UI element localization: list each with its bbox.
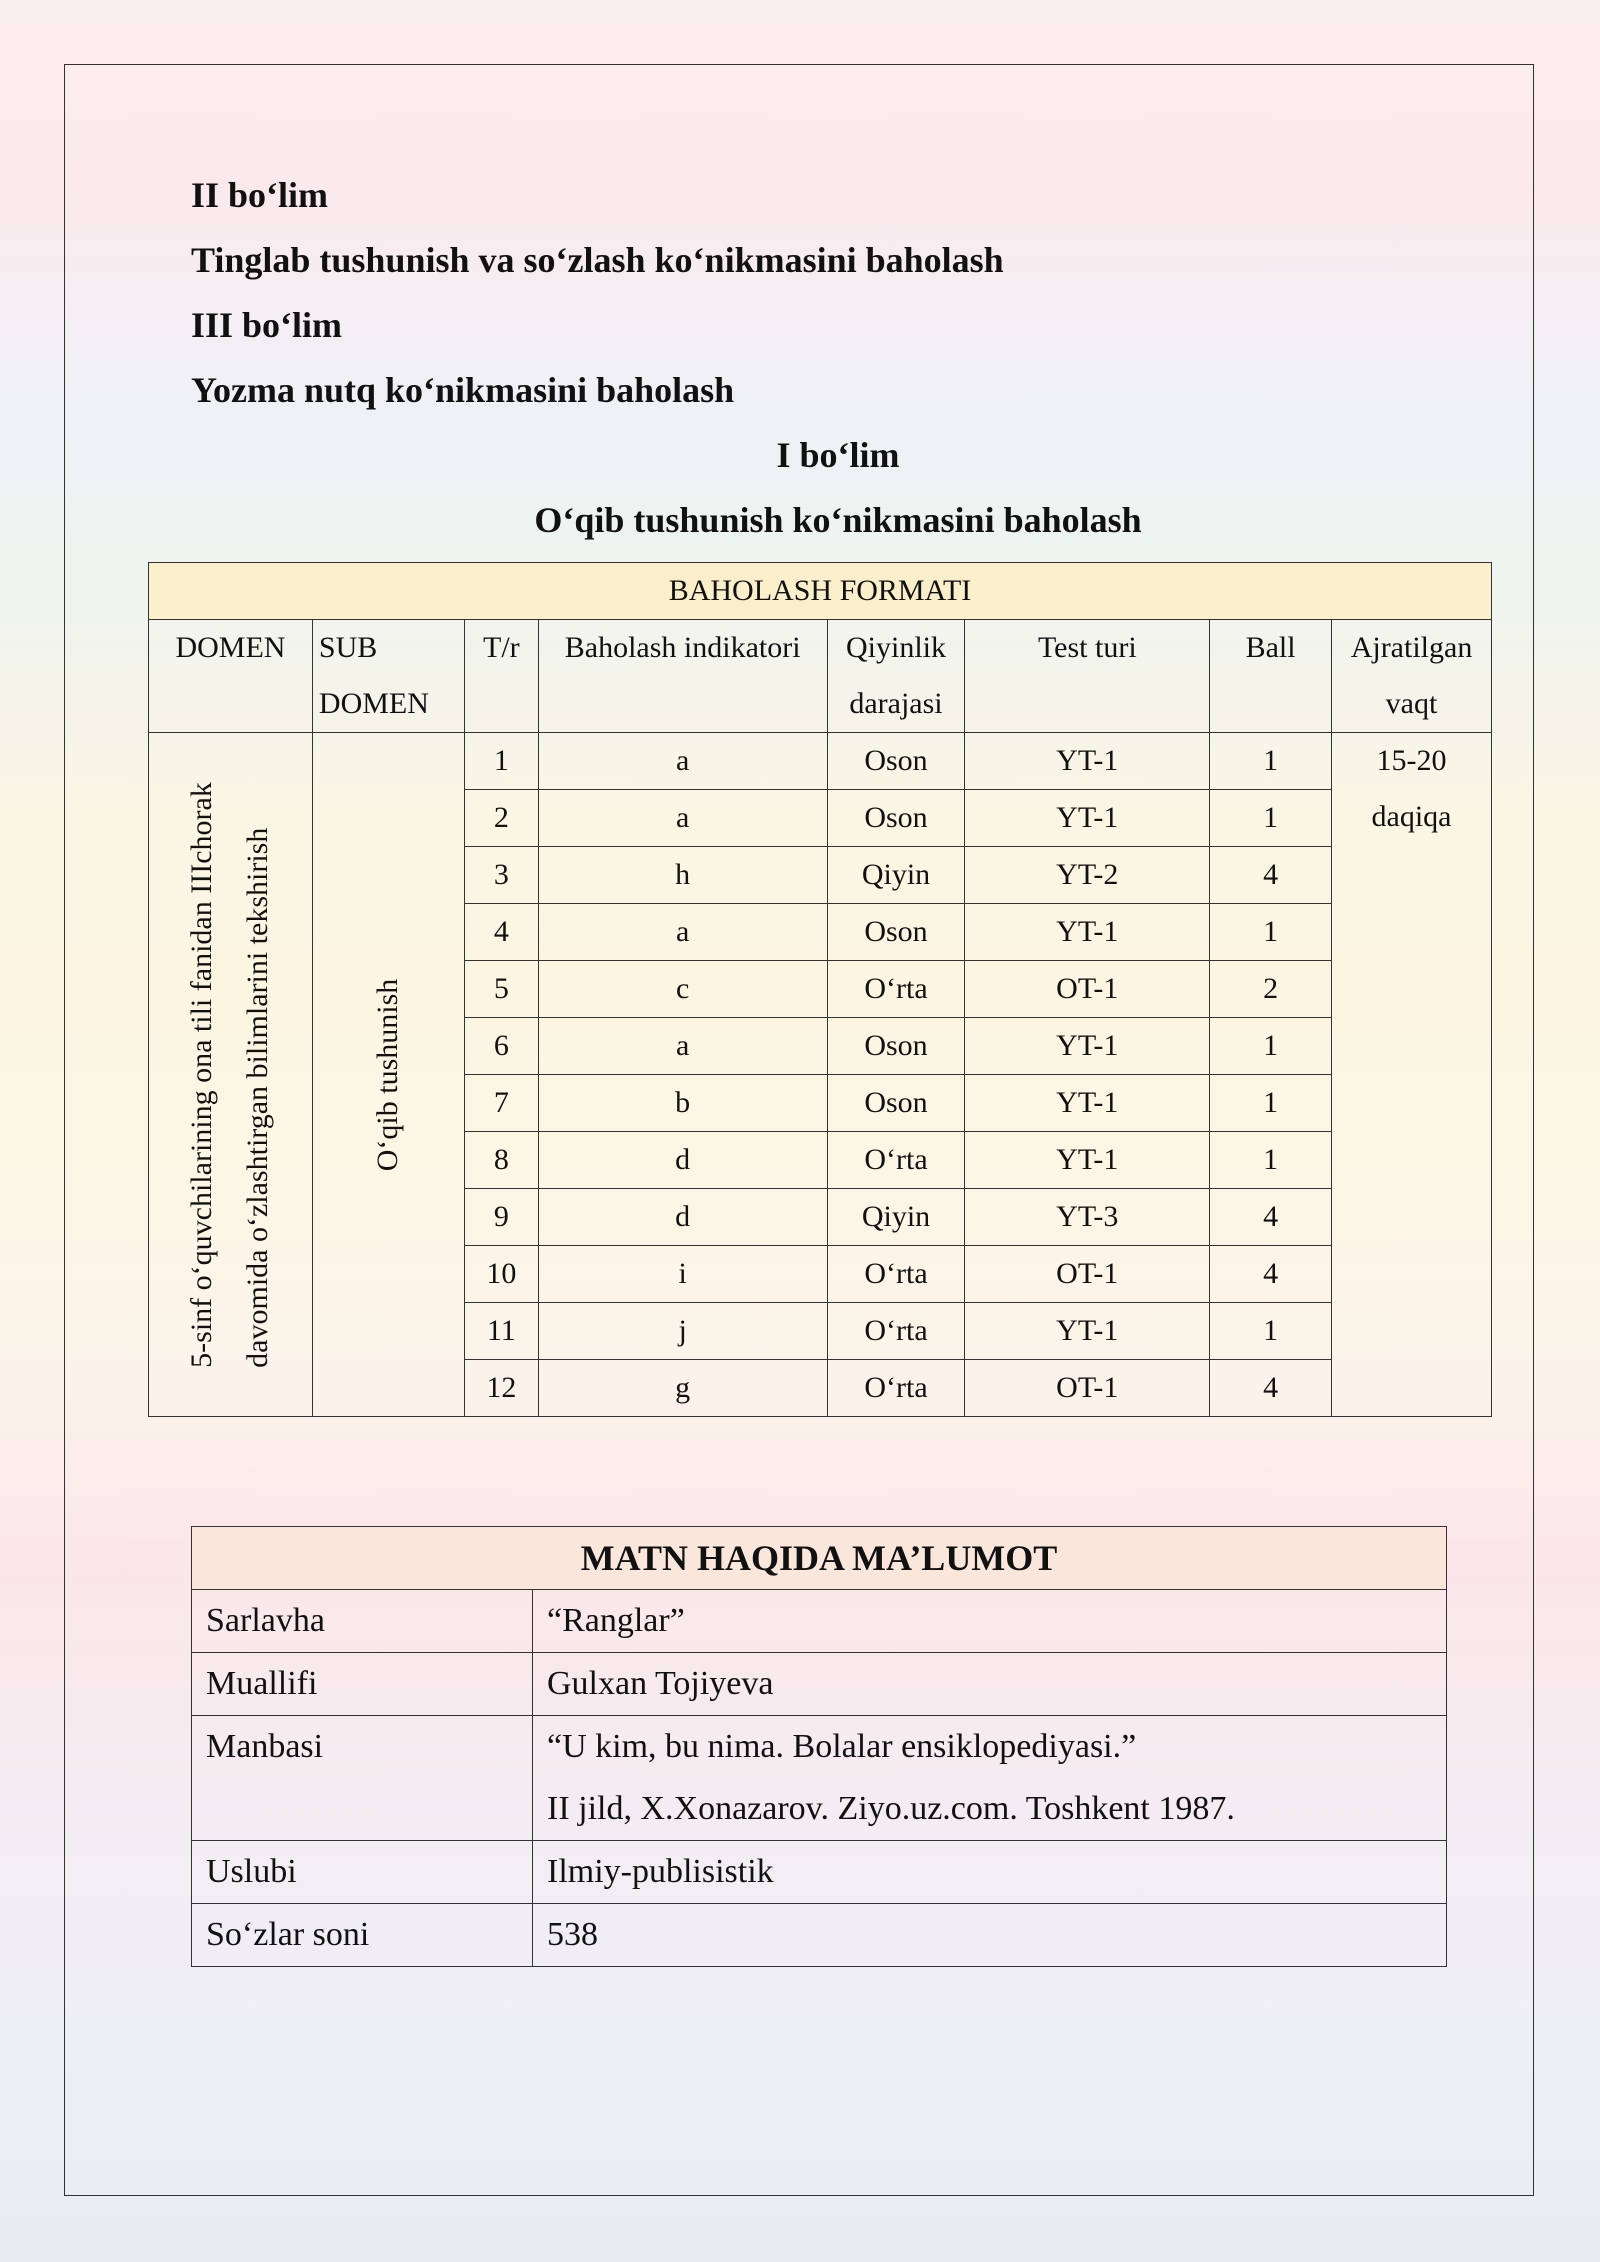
row-number: 1 (464, 733, 538, 790)
row-difficulty: O‘rta (827, 1303, 965, 1360)
info-row (192, 1841, 1447, 1904)
row-difficulty: Oson (827, 1075, 965, 1132)
heading-section-3: III bo‘lim (191, 305, 343, 345)
row-indicator: b (538, 1075, 827, 1132)
row-number: 12 (464, 1360, 538, 1417)
row-ball: 1 (1210, 1132, 1332, 1189)
heading-section-1: I bo‘lim (776, 435, 900, 475)
row-number: 8 (464, 1132, 538, 1189)
row-ball: 2 (1210, 961, 1332, 1018)
col-header-indicator: Baholash indikatori (538, 620, 827, 733)
format-header-row (149, 620, 1492, 733)
format-title: BAHOLASH FORMATI (149, 563, 1492, 620)
row-number: 3 (464, 847, 538, 904)
row-test-type: YT-1 (965, 1075, 1210, 1132)
row-indicator: a (538, 1018, 827, 1075)
assessment-format-table (148, 562, 1492, 1417)
row-ball: 1 (1210, 733, 1332, 790)
info-value: 538 (533, 1904, 1447, 1967)
info-row (192, 1904, 1447, 1967)
row-test-type: YT-1 (965, 1303, 1210, 1360)
table-row (149, 733, 1492, 790)
row-ball: 4 (1210, 847, 1332, 904)
row-difficulty: Oson (827, 904, 965, 961)
row-ball: 1 (1210, 1075, 1332, 1132)
row-indicator: a (538, 904, 827, 961)
row-indicator: g (538, 1360, 827, 1417)
row-ball: 1 (1210, 1018, 1332, 1075)
row-difficulty: Qiyin (827, 1189, 965, 1246)
info-value: Gulxan Tojiyeva (533, 1653, 1447, 1716)
row-test-type: OT-1 (965, 1246, 1210, 1303)
info-key: Uslubi (192, 1841, 533, 1904)
row-number: 10 (464, 1246, 538, 1303)
row-ball: 4 (1210, 1360, 1332, 1417)
domain-text: 5-sinf o‘quvchilarining ona tili fanidan IIIchorak davomida o‘zlashtirgan bilimlarini tekshirish (185, 781, 275, 1368)
info-value-line2: II jild, X.Xonazarov. Ziyo.uz.com. Toshkent 1987. (547, 1790, 1235, 1827)
row-indicator: j (538, 1303, 827, 1360)
row-ball: 4 (1210, 1246, 1332, 1303)
col-header-time: Ajratilgan vaqt (1332, 620, 1492, 733)
subdomain-text: O‘qib tushunish (371, 978, 405, 1171)
heading-section-3-title: Yozma nutq ko‘nikmasini baholash (191, 370, 735, 410)
row-ball: 1 (1210, 904, 1332, 961)
row-difficulty: O‘rta (827, 1132, 965, 1189)
row-number: 11 (464, 1303, 538, 1360)
info-row (192, 1716, 1447, 1841)
col-header-test-type: Test turi (965, 620, 1210, 733)
domain-cell (149, 733, 313, 1417)
row-number: 6 (464, 1018, 538, 1075)
row-indicator: d (538, 1132, 827, 1189)
col-header-subdomain: SUB DOMEN (312, 620, 464, 733)
info-value: Ilmiy-publisistik (533, 1841, 1447, 1904)
heading-section-2-title: Tinglab tushunish va so‘zlash ko‘nikmasini baholash (191, 240, 1004, 280)
info-value-line1: “U kim, bu nima. Bolalar ensiklopediyasi.” (547, 1728, 1137, 1765)
row-indicator: a (538, 790, 827, 847)
row-difficulty: Oson (827, 733, 965, 790)
row-indicator: a (538, 733, 827, 790)
info-value: “Ranglar” (533, 1590, 1447, 1653)
info-key: So‘zlar soni (192, 1904, 533, 1967)
row-difficulty: Qiyin (827, 847, 965, 904)
info-key: Manbasi (192, 1716, 533, 1841)
row-test-type: YT-1 (965, 1018, 1210, 1075)
row-number: 2 (464, 790, 538, 847)
row-indicator: c (538, 961, 827, 1018)
row-test-type: OT-1 (965, 1360, 1210, 1417)
row-test-type: YT-1 (965, 1132, 1210, 1189)
row-indicator: d (538, 1189, 827, 1246)
row-number: 4 (464, 904, 538, 961)
row-test-type: YT-2 (965, 847, 1210, 904)
col-header-domain: DOMEN (149, 620, 313, 733)
col-header-number: T/r (464, 620, 538, 733)
row-difficulty: O‘rta (827, 961, 965, 1018)
row-number: 5 (464, 961, 538, 1018)
info-title: MATN HAQIDA MA’LUMOT (192, 1527, 1447, 1590)
row-difficulty: O‘rta (827, 1246, 965, 1303)
info-key: Muallifi (192, 1653, 533, 1716)
row-test-type: YT-1 (965, 733, 1210, 790)
row-test-type: YT-3 (965, 1189, 1210, 1246)
row-ball: 4 (1210, 1189, 1332, 1246)
row-ball: 1 (1210, 790, 1332, 847)
subdomain-cell (312, 733, 464, 1417)
row-test-type: YT-1 (965, 790, 1210, 847)
col-header-difficulty: Qiyinlik darajasi (827, 620, 965, 733)
row-indicator: h (538, 847, 827, 904)
row-number: 7 (464, 1075, 538, 1132)
info-key: Sarlavha (192, 1590, 533, 1653)
info-row (192, 1590, 1447, 1653)
row-test-type: YT-1 (965, 904, 1210, 961)
heading-section-1-title: O‘qib tushunish ko‘nikmasini baholash (534, 500, 1142, 540)
heading-section-2: II bo‘lim (191, 175, 329, 215)
col-header-ball: Ball (1210, 620, 1332, 733)
row-test-type: OT-1 (965, 961, 1210, 1018)
row-difficulty: Oson (827, 1018, 965, 1075)
row-difficulty: O‘rta (827, 1360, 965, 1417)
text-info-table (191, 1526, 1447, 1967)
format-title-row (149, 563, 1492, 620)
row-difficulty: Oson (827, 790, 965, 847)
time-cell: 15-20 daqiqa (1332, 733, 1492, 1417)
info-title-row (192, 1527, 1447, 1590)
info-row (192, 1653, 1447, 1716)
info-value (533, 1716, 1447, 1841)
row-number: 9 (464, 1189, 538, 1246)
row-indicator: i (538, 1246, 827, 1303)
row-ball: 1 (1210, 1303, 1332, 1360)
